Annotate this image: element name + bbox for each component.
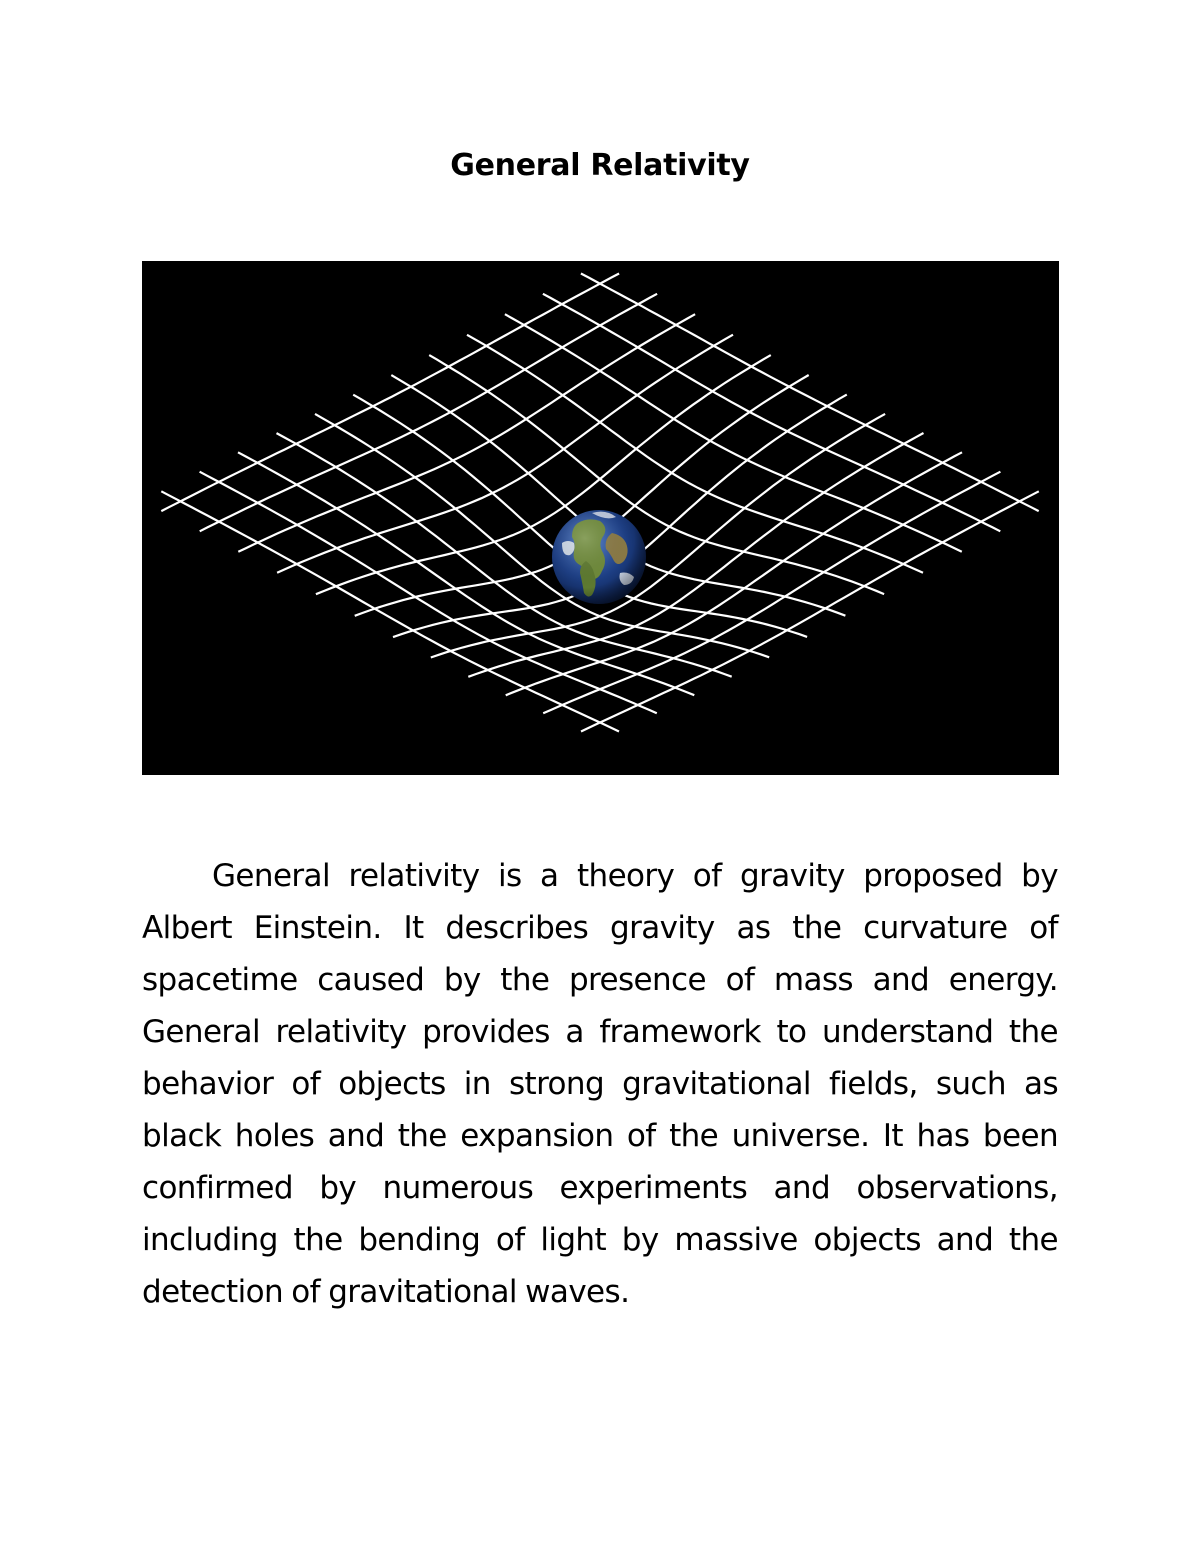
earth-icon bbox=[552, 510, 646, 604]
grid-line bbox=[316, 355, 771, 594]
spacetime-curvature-figure bbox=[142, 261, 1059, 775]
grid-line bbox=[431, 414, 885, 658]
grid-line bbox=[315, 414, 769, 657]
spacetime-grid-illustration bbox=[142, 261, 1059, 775]
grid-line bbox=[238, 314, 695, 552]
body-paragraph: General relativity is a theory of gravity proposed by Albert Einstein. It describes gravity as the curvature of spacetime caused by the presence of mass and energy. General relativity provides a framework to understand the behavior of objects in strong gravitational fields, such as black holes and the expansion of the universe. It has been confirmed by numerous experiments and observations, including the bending of light by massive objects and the detection of gravitational waves. bbox=[142, 858, 1058, 1310]
document-title: General Relativity bbox=[450, 148, 750, 183]
grid-line bbox=[468, 433, 923, 677]
grid-lines bbox=[161, 274, 1039, 732]
grid-line bbox=[581, 491, 1039, 731]
grid-line bbox=[581, 274, 1039, 512]
grid-line bbox=[429, 355, 884, 594]
grid-line bbox=[161, 274, 619, 512]
grid-line bbox=[161, 491, 619, 731]
grid-line bbox=[277, 433, 732, 677]
